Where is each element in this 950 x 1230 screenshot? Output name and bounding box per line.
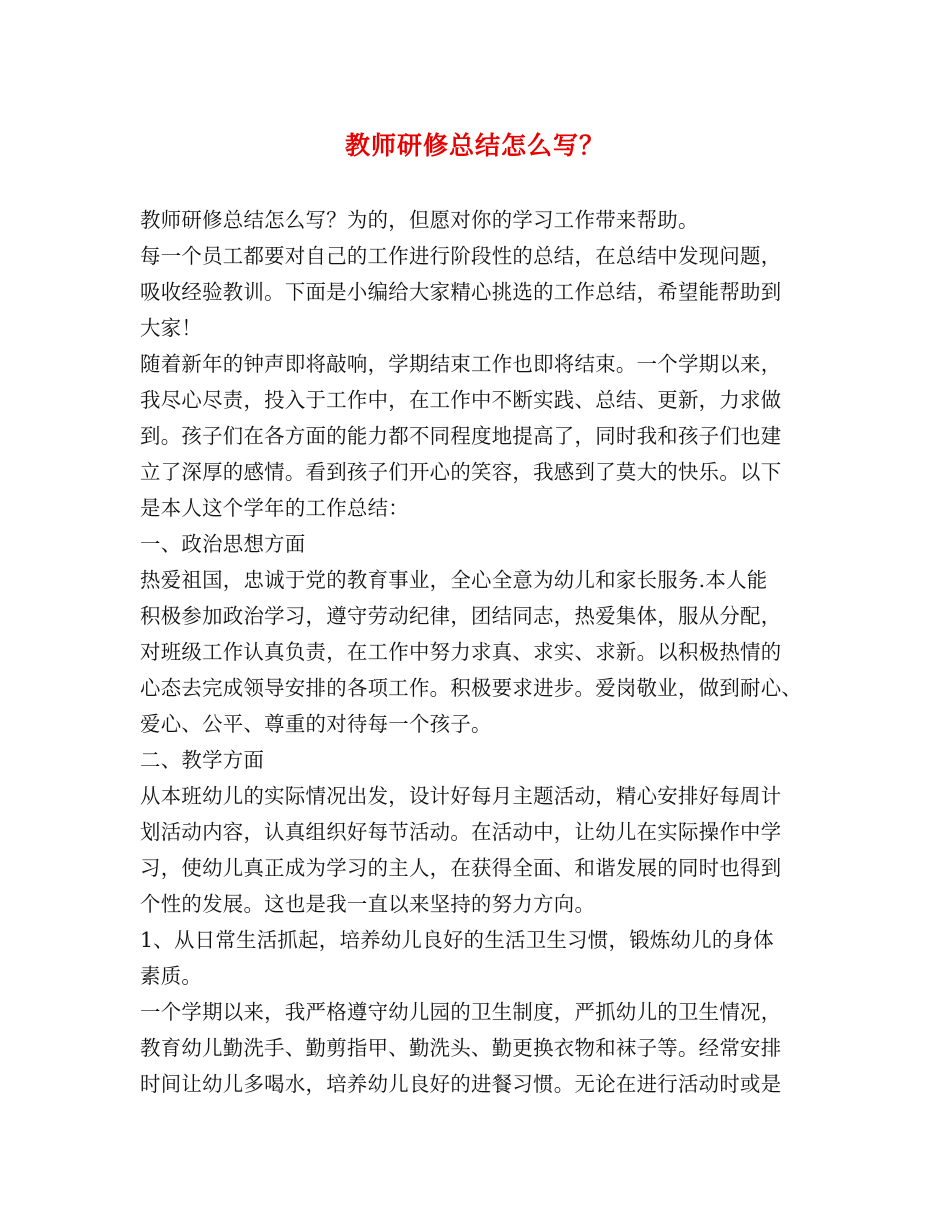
text-line: 积极参加政治学习，遵守劳动纪律，团结同志，热爱集体，服从分配， <box>140 604 782 628</box>
text-line: 从本班幼儿的实际情况出发，设计好每月主题活动，精心安排好每周计 <box>140 784 782 808</box>
text-line: 立了深厚的感情。看到孩子们开心的笑容，我感到了莫大的快乐。以下 <box>140 460 782 484</box>
section-heading: 二、教学方面 <box>140 748 265 772</box>
text-line: 划活动内容，认真组织好每节活动。在活动中，让幼儿在实际操作中学 <box>140 820 782 844</box>
text-line: 每一个员工都要对自己的工作进行阶段性的总结，在总结中发现问题， <box>140 244 782 268</box>
text-line: 个性的发展。这也是我一直以来坚持的努力方向。 <box>140 892 596 916</box>
text-line: 习，使幼儿真正成为学习的主人，在获得全面、和谐发展的同时也得到 <box>140 856 782 880</box>
text-line: 素质。 <box>140 964 203 988</box>
text-line: 时间让幼儿多喝水，培养幼儿良好的进餐习惯。无论在进行活动时或是 <box>140 1072 782 1096</box>
text-line: 我尽心尽责，投入于工作中，在工作中不断实践、总结、更新，力求做 <box>140 388 782 412</box>
text-line: 吸收经验教训。下面是小编给大家精心挑选的工作总结，希望能帮助到 <box>140 280 782 304</box>
text-line: 教育幼儿勤洗手、勤剪指甲、勤洗头、勤更换衣物和袜子等。经常安排 <box>140 1036 782 1060</box>
text-line: 到。孩子们在各方面的能力都不同程度地提高了，同时我和孩子们也建 <box>140 424 782 448</box>
text-line: 热爱祖国，忠诚于党的教育事业，全心全意为幼儿和家长服务.本人能 <box>140 568 768 592</box>
document-title: 教师研修总结怎么写？ <box>344 131 605 160</box>
section-heading: 一、政治思想方面 <box>140 532 306 556</box>
text-line: 是本人这个学年的工作总结： <box>140 496 409 520</box>
text-line: 心态去完成领导安排的各项工作。积极要求进步。爱岗敬业，做到耐心、 <box>140 676 803 700</box>
text-line: 爱心、公平、尊重的对待每一个孩子。 <box>140 712 492 736</box>
text-line: 1、从日常生活抓起，培养幼儿良好的生活卫生习惯，锻炼幼儿的身体 <box>140 928 774 952</box>
text-line: 随着新年的钟声即将敲响，学期结束工作也即将结束。一个学期以来， <box>140 352 782 376</box>
text-line: 对班级工作认真负责，在工作中努力求真、求实、求新。以积极热情的 <box>140 640 782 664</box>
text-line: 教师研修总结怎么写？为的，但愿对你的学习工作带来帮助。 <box>140 208 699 232</box>
text-line: 大家！ <box>140 316 203 340</box>
text-line: 一个学期以来，我严格遵守幼儿园的卫生制度，严抓幼儿的卫生情况， <box>140 1000 782 1024</box>
document-body <box>140 202 830 1102</box>
